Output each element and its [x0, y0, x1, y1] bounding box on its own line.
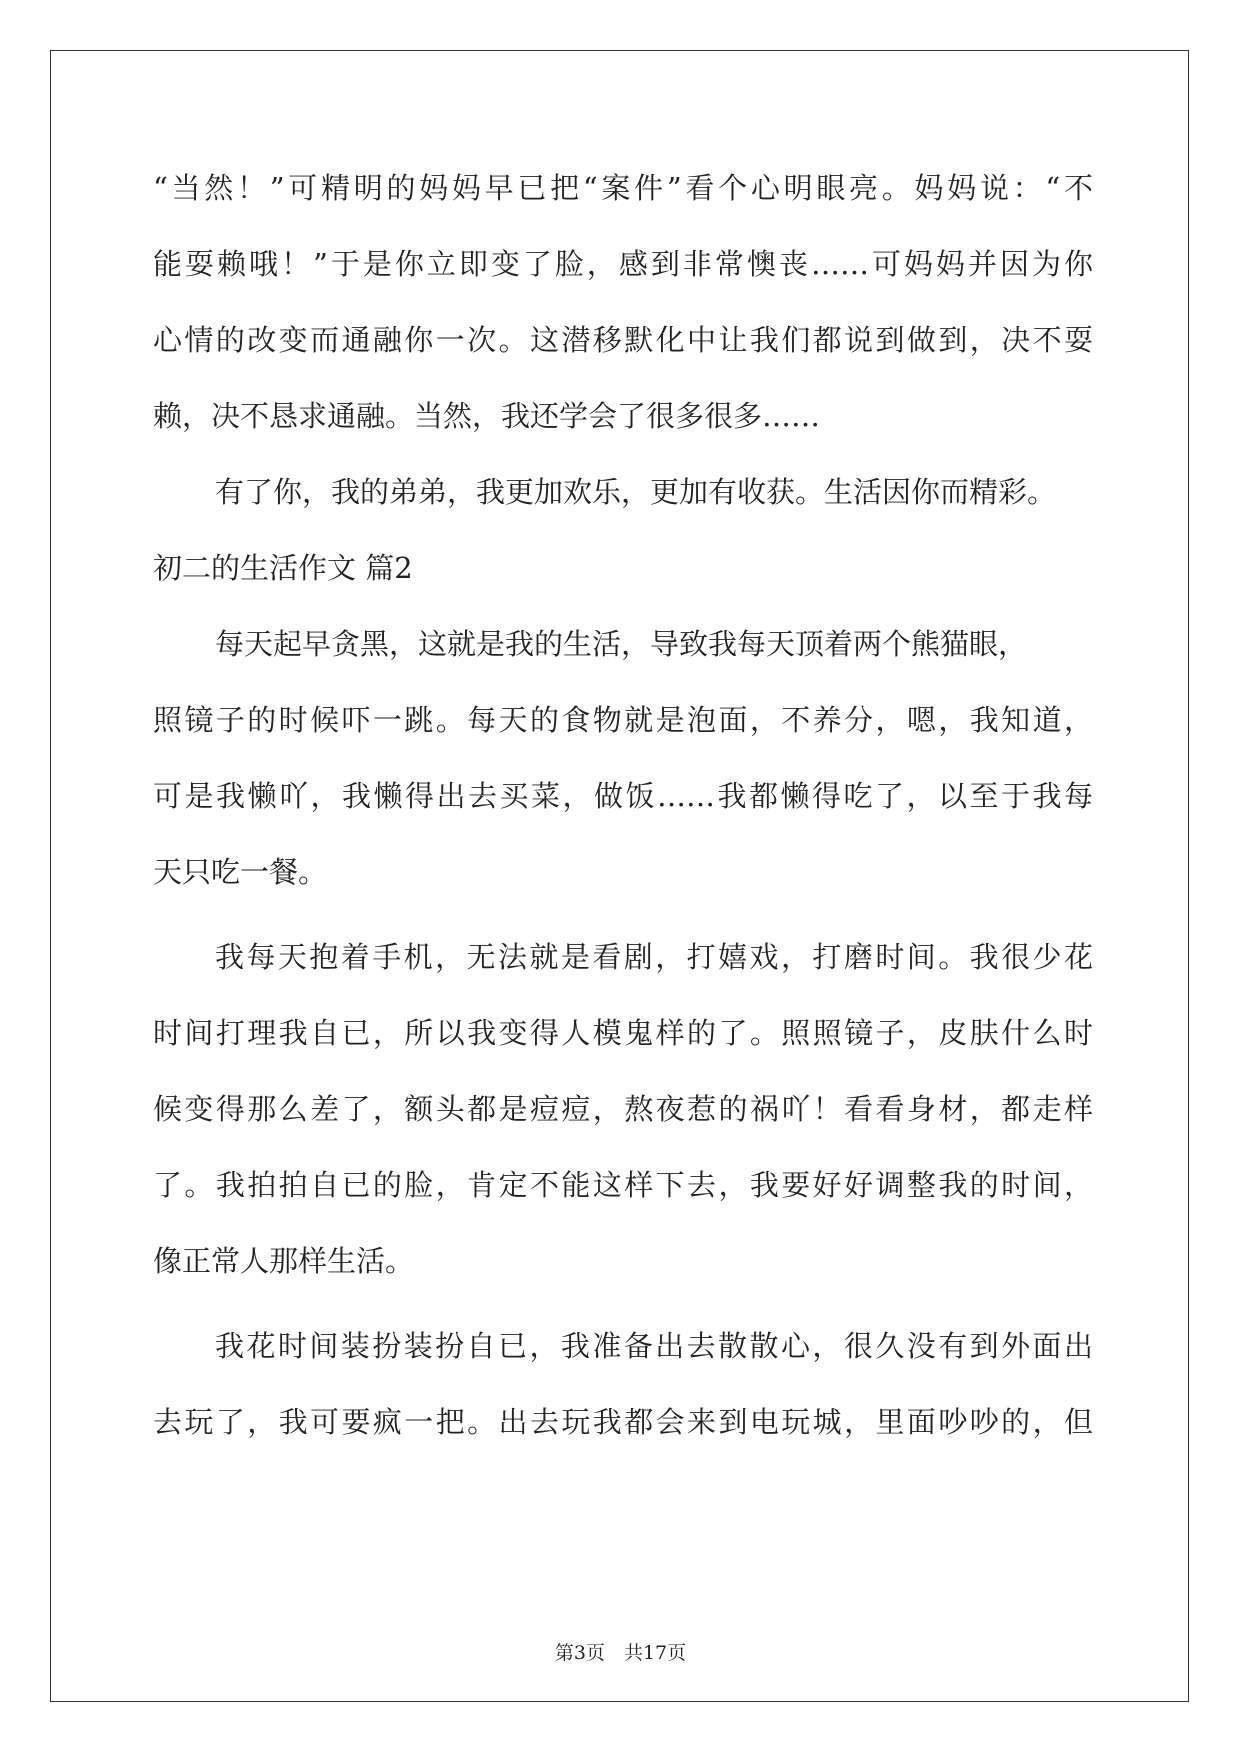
text-line: 我每天抱着手机，无法就是看剧，打嬉戏，打磨时间。我很少花	[215, 940, 1093, 974]
text-line: 每天起早贪黑，这就是我的生活，导致我每天顶着两个熊猫眼，	[215, 627, 1028, 661]
text-line: 心情的改变而通融你一次。这潜移默化中让我们都说到做到，决不耍	[153, 323, 1093, 357]
text-line: 照镜子的时候吓一跳。每天的食物就是泡面，不养分，嗯，我知道，	[153, 703, 1093, 737]
text-line: 能耍赖哦！”于是你立即变了脸，感到非常懊丧……可妈妈并因为你	[153, 247, 1093, 281]
text-line: 像正常人那样生活。	[153, 1244, 415, 1278]
text-line: 天只吃一餐。	[153, 855, 328, 889]
text-line: 时间打理我自已，所以我变得人模鬼样的了。照照镜子，皮肤什么时	[153, 1016, 1093, 1050]
text-line: 赖，决不恳求通融。当然，我还学会了很多很多……	[153, 399, 821, 433]
text-line: “当然！”可精明的妈妈早已把“案件”看个心明眼亮。妈妈说：“不	[153, 171, 1093, 205]
text-line: 了。我拍拍自已的脸，肯定不能这样下去，我要好好调整我的时间，	[153, 1168, 1093, 1202]
text-line: 有了你，我的弟弟，我更加欢乐，更加有收获。生活因你而精彩。	[215, 475, 1057, 509]
page-footer: 第3页 共17页	[554, 1642, 687, 1664]
text-line: 候变得那么差了，额头都是痘痘，熬夜惹的祸吖！看看身材，都走样	[153, 1092, 1093, 1126]
text-line: 可是我懒吖，我懒得出去买菜，做饭……我都懒得吃了，以至于我每	[153, 779, 1093, 813]
text-line: 我花时间装扮装扮自已，我准备出去散散心，很久没有到外面出	[215, 1329, 1093, 1363]
text-line: 去玩了，我可要疯一把。出去玩我都会来到电玩城，里面吵吵的，但	[153, 1405, 1093, 1439]
section-heading: 初二的生活作文 篇2	[153, 551, 413, 585]
